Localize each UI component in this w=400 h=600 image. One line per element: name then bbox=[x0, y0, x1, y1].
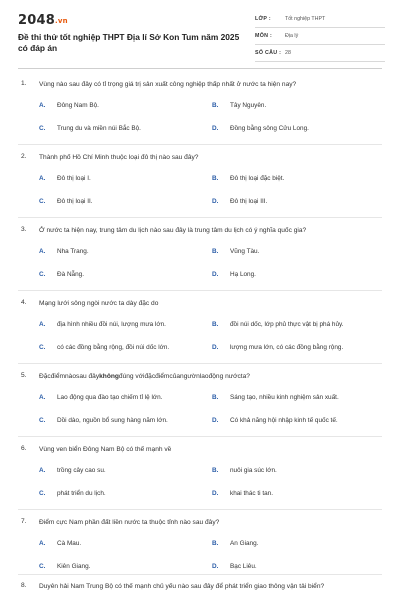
option-a[interactable] bbox=[39, 248, 89, 255]
option-d[interactable] bbox=[212, 417, 338, 424]
question-text: Thành phố Hồ Chí Minh thuộc loại đô thị nào sau đây? bbox=[39, 154, 199, 161]
option-a[interactable] bbox=[39, 394, 162, 401]
meta-subject-value: Địa lý bbox=[285, 33, 299, 39]
option-d[interactable] bbox=[212, 198, 267, 205]
option-c[interactable] bbox=[39, 490, 106, 497]
question-separator bbox=[18, 290, 382, 291]
question-separator bbox=[18, 363, 382, 364]
option-text: Đô thị loại I. bbox=[57, 175, 91, 182]
option-text: Sáng tạo, nhiều kinh nghiệm sản xuất. bbox=[230, 394, 339, 401]
option-c[interactable] bbox=[39, 417, 168, 424]
option-text: Nha Trang. bbox=[57, 248, 89, 255]
option-letter: B. bbox=[212, 321, 219, 328]
option-c[interactable] bbox=[39, 198, 93, 205]
option-letter: B. bbox=[212, 467, 219, 474]
meta-count-label: SỐ CÂU : bbox=[255, 50, 282, 56]
option-letter: D. bbox=[212, 490, 219, 497]
option-b[interactable] bbox=[212, 102, 266, 109]
option-c[interactable] bbox=[39, 271, 84, 278]
option-text: khai thác ti tan. bbox=[230, 490, 273, 497]
question-text-part: đúng vớiđặcđiểmcủangườnlaođộng nướcta? bbox=[118, 373, 250, 380]
question-number: 6. bbox=[21, 445, 27, 452]
option-text: trồng cây cao su. bbox=[57, 467, 106, 474]
option-text: Hạ Long. bbox=[230, 271, 256, 278]
option-text: có các đồng bằng rộng, đồi núi dốc lớn. bbox=[57, 344, 170, 351]
meta-count bbox=[255, 47, 385, 62]
question-text: Điểm cực Nam phần đất liền nước ta thuộc tỉnh nào sau đây? bbox=[39, 519, 220, 526]
option-letter: A. bbox=[39, 467, 46, 474]
logo-text: 2048 bbox=[18, 13, 55, 28]
option-text: Đà Nẵng. bbox=[57, 271, 84, 278]
option-letter: B. bbox=[212, 540, 219, 547]
option-text: Đô thị loại đặc biệt. bbox=[230, 175, 285, 182]
option-d[interactable] bbox=[212, 563, 257, 570]
question-separator bbox=[18, 509, 382, 510]
option-b[interactable] bbox=[212, 175, 284, 182]
question-separator bbox=[18, 217, 382, 218]
option-b[interactable] bbox=[212, 540, 258, 547]
meta-subject bbox=[255, 30, 385, 45]
option-b[interactable] bbox=[212, 394, 339, 401]
question-text-emphasis: không bbox=[99, 373, 119, 380]
option-text: Đông Nam Bộ. bbox=[57, 102, 99, 109]
option-a[interactable] bbox=[39, 102, 99, 109]
option-text: Cà Mau. bbox=[57, 540, 82, 547]
option-text: đồi núi dốc, lớp phủ thực vật bị phá hủy. bbox=[230, 321, 344, 328]
meta-class-label: LỚP : bbox=[255, 16, 271, 22]
option-letter: C. bbox=[39, 490, 46, 497]
meta-class-value: Tốt nghiệp THPT bbox=[285, 16, 326, 22]
option-c[interactable] bbox=[39, 563, 90, 570]
option-letter: C. bbox=[39, 563, 46, 570]
exam-meta bbox=[255, 13, 385, 64]
header-divider bbox=[18, 68, 382, 69]
question-number: 4. bbox=[21, 299, 27, 306]
header bbox=[0, 0, 400, 66]
option-text: Trung du và miền núi Bắc Bộ. bbox=[57, 125, 141, 132]
option-text: lượng mưa lớn, có các đồng bằng rộng. bbox=[230, 344, 344, 351]
option-text: Vũng Tàu. bbox=[230, 248, 260, 255]
question-text: Vùng nào sau đây có tỉ trọng giá trị sản xuất công nghiệp thấp nhất ở nước ta hiện nay? bbox=[39, 81, 297, 88]
option-letter: B. bbox=[212, 394, 219, 401]
option-letter: A. bbox=[39, 102, 46, 109]
option-text: Dồi dào, nguồn bổ sung hàng năm lớn. bbox=[57, 417, 168, 424]
question-text: Vùng ven biển Đông Nam Bộ có thế mạnh về bbox=[39, 446, 172, 453]
option-letter: A. bbox=[39, 540, 46, 547]
option-text: Bạc Liêu. bbox=[230, 563, 257, 570]
option-letter: C. bbox=[39, 198, 46, 205]
option-a[interactable] bbox=[39, 175, 91, 182]
option-letter: C. bbox=[39, 271, 46, 278]
option-text: Tây Nguyên. bbox=[230, 102, 267, 109]
option-d[interactable] bbox=[212, 490, 273, 497]
option-text: Đô thị loại III. bbox=[230, 198, 268, 205]
question-number: 2. bbox=[21, 153, 27, 160]
option-text: Đồng bằng sông Cửu Long. bbox=[230, 125, 309, 132]
site-logo[interactable] bbox=[18, 13, 68, 28]
option-letter: D. bbox=[212, 563, 219, 570]
option-a[interactable] bbox=[39, 540, 81, 547]
question-number: 5. bbox=[21, 372, 27, 379]
option-letter: B. bbox=[212, 102, 219, 109]
question-number: 7. bbox=[21, 518, 27, 525]
option-text: phát triển du lịch. bbox=[57, 490, 106, 497]
option-text: Có khả năng hội nhập kinh tế quốc tế. bbox=[230, 417, 338, 424]
option-c[interactable] bbox=[39, 344, 169, 351]
option-text: Kiên Giang. bbox=[57, 563, 91, 570]
question-number: 3. bbox=[21, 226, 27, 233]
option-letter: A. bbox=[39, 321, 46, 328]
question-separator bbox=[18, 436, 382, 437]
option-letter: B. bbox=[212, 248, 219, 255]
question-text-part: Đặcđiểmnàosau đây bbox=[39, 373, 100, 380]
option-letter: A. bbox=[39, 248, 46, 255]
option-letter: D. bbox=[212, 125, 219, 132]
meta-class bbox=[255, 13, 385, 28]
option-text: nuôi gia súc lớn. bbox=[230, 467, 277, 474]
option-d[interactable] bbox=[212, 344, 343, 351]
option-letter: D. bbox=[212, 344, 219, 351]
logo-suffix: .vn bbox=[54, 17, 68, 25]
question-separator bbox=[18, 144, 382, 145]
meta-subject-label: MÔN : bbox=[255, 33, 273, 39]
option-letter: A. bbox=[39, 175, 46, 182]
option-letter: C. bbox=[39, 125, 46, 132]
question-number: 8. bbox=[21, 582, 27, 589]
option-text: địa hình nhiều đồi núi, lượng mưa lớn. bbox=[57, 321, 166, 328]
option-letter: D. bbox=[212, 198, 219, 205]
option-letter: C. bbox=[39, 417, 46, 424]
option-b[interactable] bbox=[212, 321, 344, 328]
option-d[interactable] bbox=[212, 125, 309, 132]
question-separator bbox=[18, 574, 382, 575]
option-letter: A. bbox=[39, 394, 46, 401]
option-a[interactable] bbox=[39, 321, 166, 328]
question-text: Mạng lưới sông ngòi nước ta dày đặc do bbox=[39, 300, 159, 307]
option-d[interactable] bbox=[212, 271, 256, 278]
option-b[interactable] bbox=[212, 248, 259, 255]
option-b[interactable] bbox=[212, 467, 277, 474]
question-text bbox=[39, 372, 369, 382]
exam-title: Đề thi thử tốt nghiệp THPT Địa lí Sở Kon Tum năm 2025 có đáp án bbox=[18, 32, 240, 53]
option-letter: B. bbox=[212, 175, 219, 182]
option-c[interactable] bbox=[39, 125, 141, 132]
meta-count-value: 28 bbox=[285, 50, 291, 56]
option-text: Đô thị loại II. bbox=[57, 198, 93, 205]
option-letter: C. bbox=[39, 344, 46, 351]
option-letter: D. bbox=[212, 417, 219, 424]
option-text: Lao động qua đào tạo chiếm tỉ lệ lớn. bbox=[57, 394, 163, 401]
option-a[interactable] bbox=[39, 467, 106, 474]
question-text: Duyên hải Nam Trung Bộ có thế mạnh chủ yếu nào sau đây để phát triển giao thông vận tải biển? bbox=[39, 583, 325, 590]
question-number: 1. bbox=[21, 80, 27, 87]
question-text: Ở nước ta hiện nay, trung tâm du lịch nào sau đây là trung tâm du lịch có ý nghĩa quốc gia? bbox=[39, 227, 307, 234]
option-text: An Giang. bbox=[230, 540, 259, 547]
option-letter: D. bbox=[212, 271, 219, 278]
